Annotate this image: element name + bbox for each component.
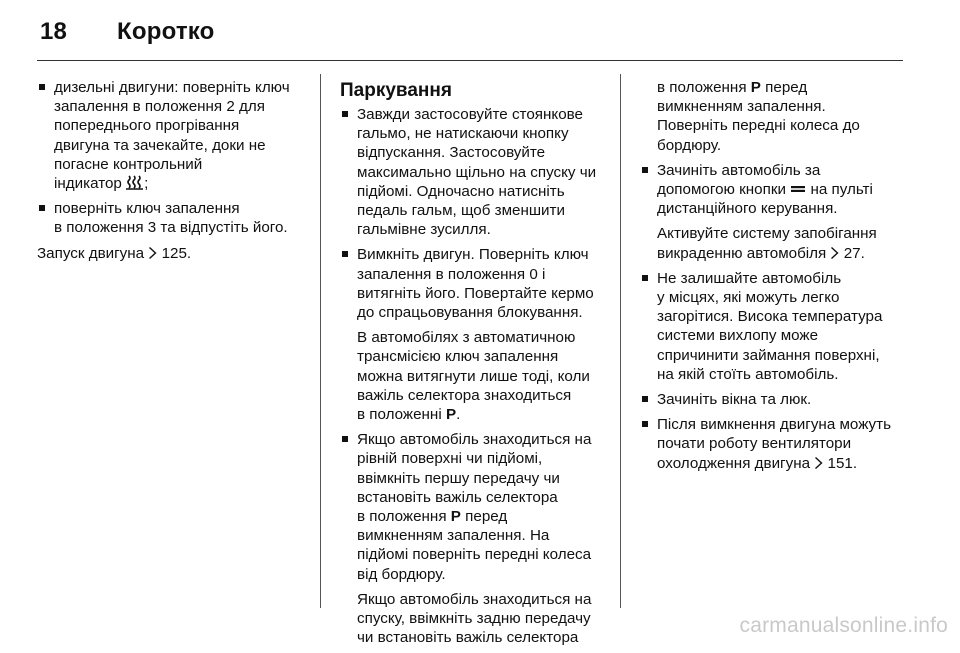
page-reference-arrow-icon [814, 456, 823, 470]
text-line [54, 174, 299, 193]
text-fragment: допомогою кнопки [657, 181, 786, 199]
text-line [357, 405, 606, 424]
text-fragment: Запуск двигуна [37, 244, 145, 262]
text-line: запалення в положення 2 для [54, 98, 265, 116]
text-fragment: ; [144, 175, 149, 193]
gear-position-p: P [445, 406, 457, 424]
text-line: Завжди застосовуйте стоянкове [357, 106, 583, 123]
text-line: вимкненням запалення. На [357, 527, 550, 545]
text-line: спричинити займання поверхні, [657, 346, 880, 364]
text-line: Поверніть передні колеса до [657, 117, 860, 135]
text-line: в положення 3 та відпустіть його. [54, 219, 288, 237]
text-line: чи встановіть важіль селектора [357, 629, 579, 647]
text-line: на якій стоїть автомобіль. [657, 365, 839, 383]
text-line: запалення в положення 0 і [357, 265, 546, 283]
column-2 [340, 80, 606, 653]
text-line: почати роботу вентилятори [657, 435, 852, 453]
page-title: Коротко [117, 18, 215, 45]
reference-engine-start [37, 244, 299, 263]
text-line: гальмо, не натискаючи кнопку [357, 125, 569, 143]
text-line: Зачиніть вікна та люк. [657, 391, 812, 409]
lock-button-icon [790, 184, 806, 196]
text-line: системи вихлопу може [657, 327, 819, 345]
reference-page: 151. [827, 454, 858, 472]
glow-plug-indicator-icon [126, 175, 144, 190]
text-line: Не залишайте автомобіль [657, 269, 842, 287]
bullet-lock-vehicle [640, 161, 906, 219]
text-line: дизельні двигуни: поверніть ключ [54, 79, 290, 96]
paragraph-continued [640, 78, 906, 155]
text-line: витягніть його. Повертайте кермо [357, 284, 594, 302]
bullet-diesel [37, 78, 299, 193]
text-line: двигуна та зачекайте, доки не [54, 136, 266, 154]
column-divider-1 [320, 74, 321, 608]
column-3 [640, 78, 906, 479]
text-line: В автомобілях з автоматичною [357, 329, 576, 347]
gear-position-p: P [750, 79, 761, 96]
text-line: Вимкніть двигун. Поверніть ключ [357, 246, 589, 264]
paragraph-antitheft [640, 224, 906, 262]
text-line: вимкненням запалення. [657, 98, 826, 116]
text-fragment: перед [765, 79, 808, 96]
text-line: Зачиніть автомобіль за [657, 161, 821, 179]
text-fragment: в положення [357, 508, 447, 526]
column-divider-2 [620, 74, 621, 608]
text-fragment: охолодження двигуна [657, 454, 811, 472]
text-line: Якщо автомобіль знаходиться на [357, 431, 592, 449]
text-line: ввімкніть першу передачу чи [357, 469, 560, 487]
section-heading: Паркування [340, 80, 452, 101]
text-fragment: на пульті [810, 181, 873, 199]
text-line: гальмівне зусилля. [357, 221, 491, 239]
text-line: підйомі. Одночасно натисніть [357, 182, 565, 200]
text-fragment: . [456, 406, 461, 424]
paragraph-downhill [340, 590, 606, 648]
text-line: трансмісією ключ запалення [357, 348, 559, 366]
text-fragment: в положенні [357, 406, 442, 424]
page-reference-arrow-icon [148, 246, 157, 260]
gear-position-p: P [450, 508, 461, 526]
text-line: попереднього прогрівання [54, 117, 240, 135]
text-line: Активуйте систему запобігання [657, 225, 877, 243]
text-line: відпускання. Застосовуйте [357, 144, 546, 162]
text-line: від бордюру. [357, 565, 446, 583]
page-header [40, 18, 215, 46]
text-fragment: викраденню автомобіля [657, 244, 827, 262]
text-line: бордюру. [657, 136, 722, 154]
bullet-level-surface [340, 430, 606, 584]
text-line: загорітися. Висока температура [657, 308, 883, 326]
text-line: Після вимкнення двигуна можуть [657, 416, 891, 434]
bullet-parking-brake [340, 105, 606, 239]
column-1 [37, 78, 299, 263]
text-line: можна витягнути лише тоді, коли [357, 367, 590, 385]
text-line [657, 244, 906, 263]
paragraph-automatic [340, 328, 606, 424]
header-rule [37, 60, 903, 61]
text-line [357, 507, 606, 526]
text-line [37, 244, 299, 263]
text-line: дистанційного керування. [657, 200, 838, 218]
text-line: у місцях, які можуть легко [657, 289, 840, 307]
text-line: спуску, ввімкніть задню передачу [357, 610, 591, 628]
text-line [657, 454, 906, 473]
bullet-fire-hazard [640, 269, 906, 384]
bullet-engine-off [340, 245, 606, 322]
text-line: максимально щільно на спуску чи [357, 163, 597, 181]
text-fragment: в положення [657, 79, 747, 96]
text-line [657, 78, 906, 97]
page-reference-arrow-icon [830, 246, 839, 260]
text-line: підйомі поверніть передні колеса [357, 546, 592, 564]
text-fragment: перед [465, 508, 508, 526]
bullet-cooling-fans [640, 415, 906, 473]
text-line: Якщо автомобіль знаходиться на [357, 590, 592, 608]
page-number: 18 [40, 18, 68, 45]
reference-page: 125. [161, 244, 192, 262]
text-line: до спрацьовування блокування. [357, 304, 583, 322]
text-line: погасне контрольний [54, 155, 203, 173]
text-fragment: індикатор [54, 175, 122, 193]
bullet-close-windows [640, 390, 906, 409]
text-line: встановіть важіль селектора [357, 488, 558, 506]
bullet-turn-key [37, 199, 299, 237]
text-line: рівній поверхні чи підйомі, [357, 450, 543, 468]
reference-page: 27. [843, 244, 865, 262]
text-line [657, 180, 906, 199]
watermark: carmanualsonline.info [739, 614, 948, 637]
text-line: важіль селектора знаходиться [357, 386, 572, 404]
text-line: педаль гальм, щоб зменшити [357, 202, 565, 220]
text-line: поверніть ключ запалення [54, 200, 240, 218]
